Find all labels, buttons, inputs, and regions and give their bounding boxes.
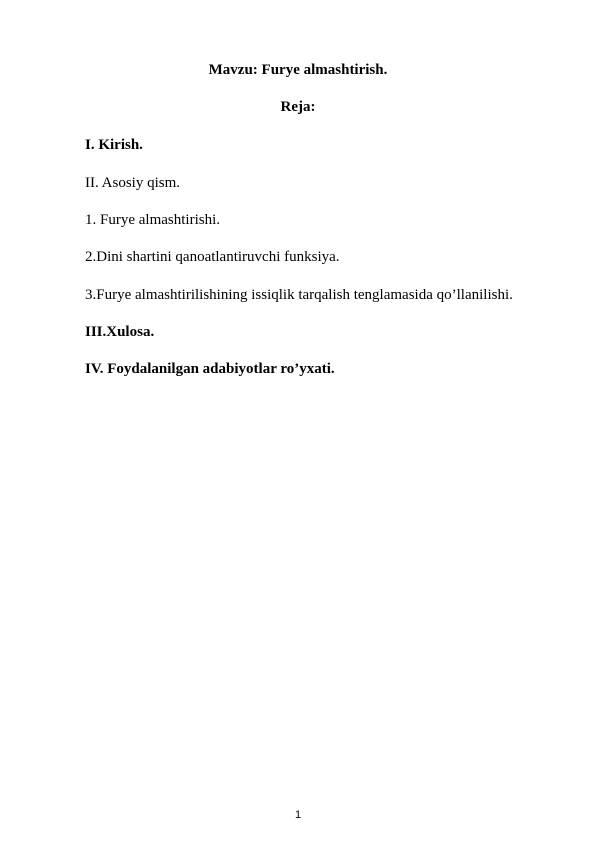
plan-item-fourier-transform: 1. Furye almashtirishi. [85,212,220,228]
page-number: 1 [294,809,302,821]
plan-item-dini-condition: 2.Dini shartini qanoatlantiruvchi funksiya. [85,249,340,265]
plan-item-references: IV. Foydalanilgan adabiyotlar ro’yxati. [85,361,335,377]
plan-item-introduction: I. Kirish. [85,137,143,153]
plan-item-conclusion: III.Xulosa. [85,324,155,340]
document-title: Mavzu: Furye almashtirish. [208,62,388,78]
plan-item-heat-equation-application: 3.Furye almashtirilishining issiqlik tarqalish tenglamasida qo’llanilishi. [85,287,513,303]
plan-item-main-part: II. Asosiy qism. [85,175,181,191]
plan-heading: Reja: [280,99,316,115]
